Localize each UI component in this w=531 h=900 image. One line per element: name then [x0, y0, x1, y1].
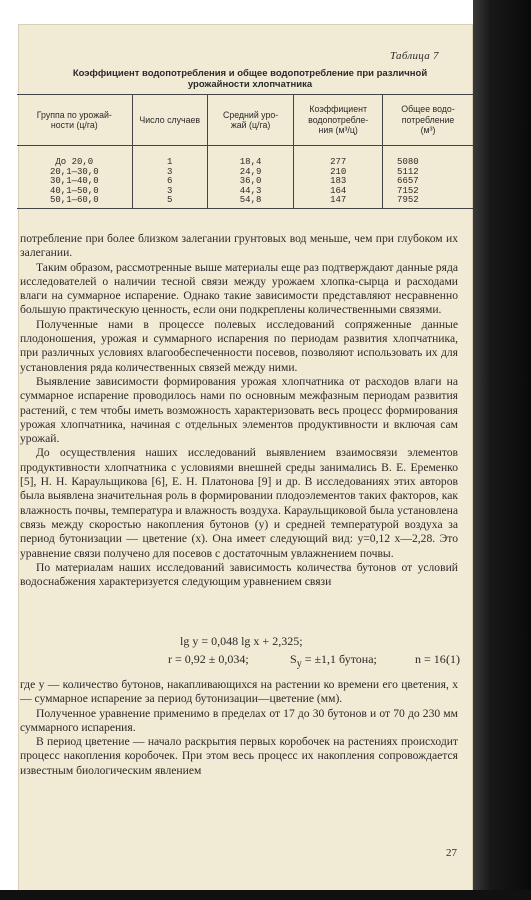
- table-title-line-2: урожайности хлопчатника: [187, 79, 313, 90]
- table-header-row: [17, 95, 473, 146]
- table-cell: 7152: [383, 187, 473, 197]
- paragraph: По материалам наших исследований зависимость количества бутонов от условий водоснабжения характеризуется следующим уравнением связи: [20, 560, 458, 589]
- col-header-total: Общее водо- потребление (м³): [383, 95, 473, 146]
- col-header-cases: Число случаев: [132, 95, 207, 146]
- table-cell: 6: [132, 177, 207, 187]
- paragraph: Полученное уравнение применимо в пределах от 17 до 30 бутонов и от 70 до 230 мм суммарного испарения.: [20, 706, 458, 734]
- formula-s-subscript: y: [296, 658, 302, 670]
- table-cell: 1: [132, 158, 207, 168]
- formula-s-value: = ±1,1 бутона;: [301, 652, 377, 666]
- table-cell: 30,1—40,0: [50, 176, 99, 187]
- table-cell: 44,3: [207, 187, 293, 197]
- page-number: 27: [446, 847, 457, 859]
- table-cell: 5080: [383, 158, 473, 168]
- table-cell: 7952: [383, 196, 473, 208]
- col-header-yield-group: Группа по урожай- ности (ц/га): [17, 95, 132, 146]
- formula-line-2-s: [290, 652, 377, 669]
- paragraph: Выявление зависимости формирования урожая хлопчатника от расходов влаги на суммарное испарение проводилось нами по основным межфазным периодам развития растений, с тем чтобы иметь возможность характеризовать весь процесс формирования урожая хлопчатника, начиная с отдельных элементов продуктивности и включая сам урожай.: [20, 374, 458, 446]
- formula-s-symbol: S: [290, 652, 297, 666]
- body-text-block-2: [20, 678, 458, 778]
- table-cell: 210: [294, 168, 383, 178]
- book-binding-edge: [473, 0, 531, 900]
- table-cell: До 20,0: [55, 157, 94, 167]
- table-cell: 6657: [383, 177, 473, 187]
- col-header-avg-yield: Средний уро- жай (ц/га): [207, 95, 293, 146]
- table-cell: 40,1—50,0: [50, 185, 99, 196]
- table-cell: 50,1—60,0: [17, 196, 132, 208]
- table-cell: 3: [132, 168, 207, 178]
- table-cell: 54,8: [207, 196, 293, 208]
- table-cell: 18,4: [207, 158, 293, 168]
- scan-bottom-edge: [0, 890, 531, 900]
- table-cell: 277: [294, 158, 383, 168]
- table-row: [17, 196, 473, 208]
- paragraph: До осуществления наших исследований выявлением взаимосвязи элементов продуктивности хлопчатника с условиями внешней среды занимались В. Е. Еременко [5], Н. Н. Караульщикова [6], Е. Н. Платонова [9] и др. В исследованиях этих авторов была выявлена значительная роль в формировании плодоэлементов таких факторов, как влажность почвы, температура и влажность воздуха. Караульщиковой была установлена связь между скоростью накопления бутонов (y) и средней температурой воздуха за период бутонизации — цветение (x). Она имеет следующий вид: y=0,12 x—2,28. Это уравнение связи получено для посевов с достаточным увлажнением почвы.: [20, 446, 458, 560]
- table-label: Таблица 7: [390, 50, 439, 62]
- table-cell: 3: [132, 187, 207, 197]
- paragraph: где y — количество бутонов, накапливающихся на растении ко времени его цветения, x — суммарное испарение за период бутонизации—цветение (мм).: [20, 678, 458, 706]
- table-cell: 183: [294, 177, 383, 187]
- table-cell: 147: [294, 196, 383, 208]
- formula-line-2-n: n = 16.: [415, 652, 449, 666]
- water-consumption-table: [17, 94, 473, 209]
- col-header-coefficient: Коэффициент водопотребле- ния (м³/ц): [294, 95, 383, 146]
- formula-line-2-r: r = 0,92 ± 0,034;: [168, 652, 249, 666]
- table-cell: 5112: [383, 168, 473, 178]
- paragraph: потребление при более близком залегании грунтовых вод меньше, чем при глубоком их залегании.: [20, 232, 458, 260]
- table-cell: 24,9: [207, 168, 293, 178]
- formula-line-1: lg y = 0,048 lg x + 2,325;: [180, 634, 303, 648]
- table-cell: 164: [294, 187, 383, 197]
- table-title: [40, 68, 460, 90]
- table-title-line-1: Коэффициент водопотребления и общее водопотребление при различной: [72, 68, 428, 79]
- equation-number: (1): [446, 652, 460, 666]
- table-cell: 36,0: [207, 177, 293, 187]
- paragraph: В период цветение — начало раскрытия первых коробочек на растениях происходит процесс накопления коробочек. При этом весь процесс их накопления сопровождается известным биологическим явлением: [20, 735, 458, 777]
- paragraph: Таким образом, рассмотренные выше материалы еще раз подтверждают данные ряда исследователей о наличии тесной связи между урожаем хлопка-сырца и расходами влаги на суммарное испарение. Однако такие зависимости представляют несравненно большую практическую ценность, если они подкреплены количественными связями.: [20, 260, 458, 317]
- table-cell: 5: [132, 196, 207, 208]
- table-cell: 20,1—30,0: [50, 166, 99, 177]
- body-text-block-1: [20, 232, 458, 589]
- paragraph: Полученные нами в процессе полевых исследований сопряженные данные плодоношения, урожая и суммарного испарения по периодам развития хлопчатника, при различных условиях влагообеспеченности посевов, позволяют использовать их для установления ряда количественных связей между ними.: [20, 317, 458, 374]
